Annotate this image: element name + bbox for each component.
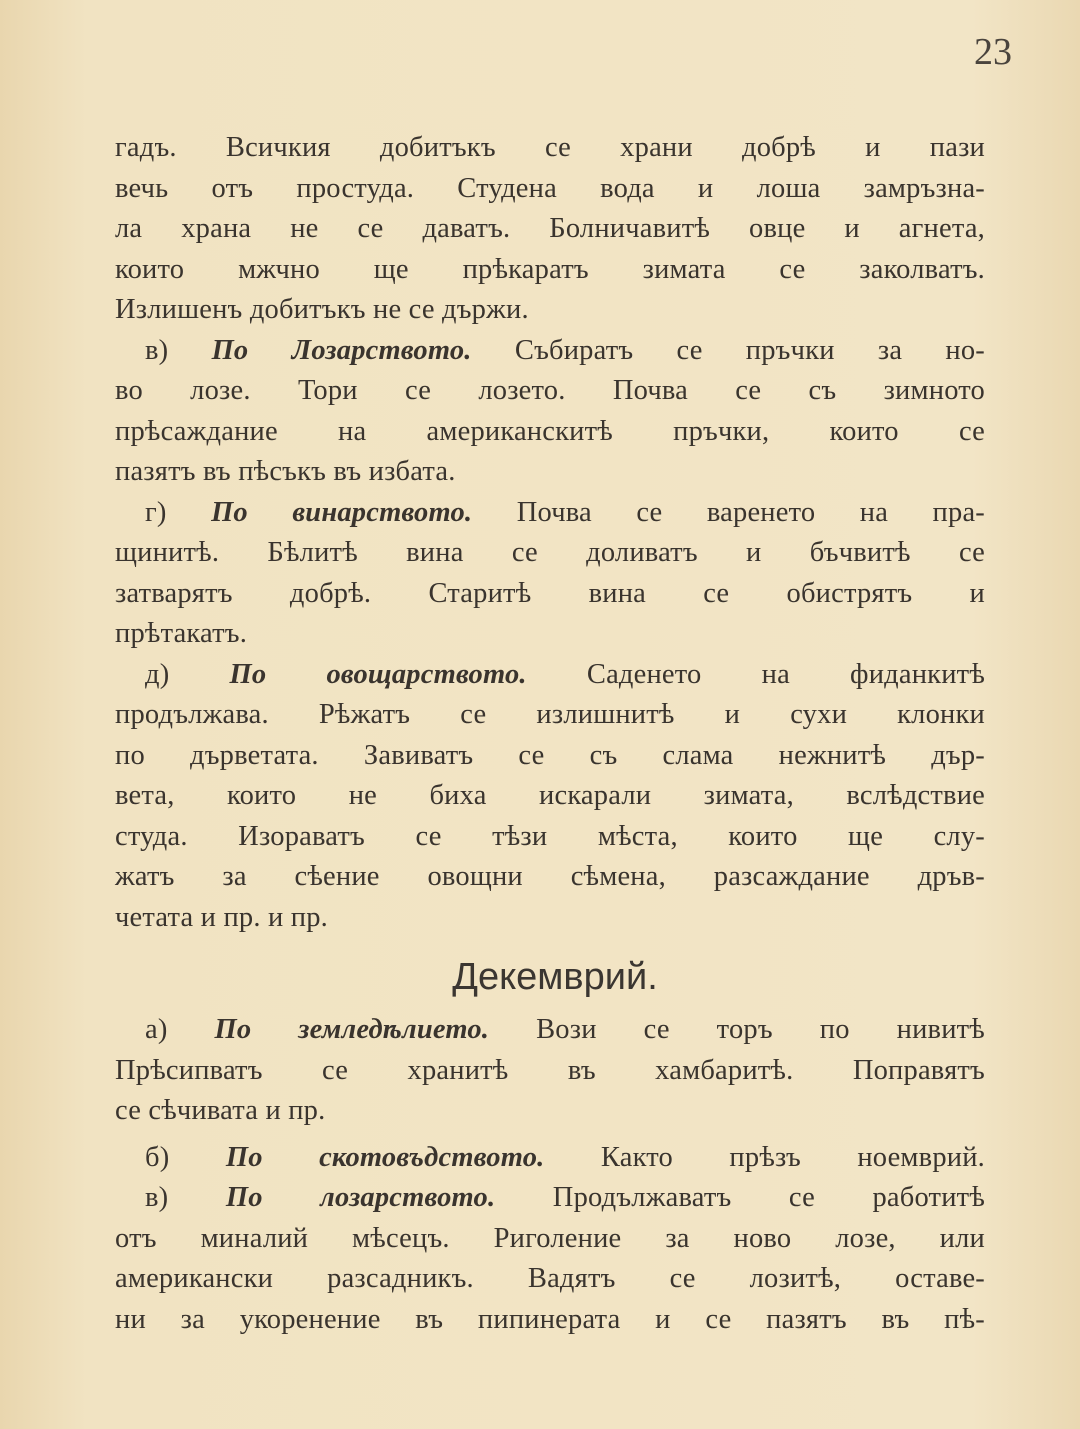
line-text: Събиратъ се пръчки за но- — [471, 334, 985, 366]
text-line — [115, 857, 985, 898]
line-content — [115, 780, 985, 811]
line-content — [115, 375, 985, 406]
text-line — [115, 1300, 985, 1341]
line-text: се сѣчивата и пр. — [115, 1095, 326, 1126]
line-text: Излишенъ добитъкъ не се държи. — [115, 294, 529, 325]
line-content — [115, 1223, 985, 1254]
line-text: вета, които не биха искарали зимата, вслѣдствие — [115, 780, 985, 811]
line-text: Прѣсипватъ се хранитѣ въ хамбаритѣ. Поправятъ — [115, 1054, 985, 1086]
line-content — [115, 254, 985, 285]
line-text: Продължаватъ се работитѣ — [495, 1182, 985, 1213]
line-content — [145, 659, 985, 690]
line-content — [145, 1182, 985, 1213]
line-content — [145, 335, 985, 366]
text-line — [115, 817, 985, 858]
line-text: вечь отъ простуда. Студена вода и лоша замръзна- — [115, 172, 985, 204]
subsection-title: По земледѣлието. — [214, 1014, 490, 1045]
line-content — [115, 1304, 985, 1335]
line-content — [115, 132, 985, 163]
list-marker: в) — [145, 334, 212, 366]
text-line — [115, 452, 985, 493]
text-line — [115, 331, 985, 372]
december-section-text — [115, 1010, 985, 1340]
line-content — [115, 740, 985, 771]
line-text: затварятъ добрѣ. Старитѣ вина се обистрятъ и — [115, 577, 985, 609]
text-line — [115, 1051, 985, 1092]
line-content — [115, 1095, 325, 1126]
line-text: прѣтакатъ. — [115, 618, 248, 649]
text-line — [115, 412, 985, 453]
subsection-title: По лозарството. — [225, 1182, 496, 1213]
line-text: отъ миналий мѣсецъ. Риголение за ново лозе, или — [115, 1222, 985, 1254]
text-line — [115, 776, 985, 817]
line-text: четата и пр. и пр. — [115, 901, 329, 933]
line-content — [115, 1263, 985, 1294]
text-line — [115, 533, 985, 574]
line-content — [115, 456, 456, 487]
text-line — [115, 1259, 985, 1300]
text-line — [115, 493, 985, 534]
text-line — [115, 1010, 985, 1051]
subsection-title: По овощарството. — [229, 658, 527, 690]
line-content — [115, 618, 247, 649]
line-text: американски разсадникъ. Вадятъ се лозитѣ, оставе- — [115, 1263, 985, 1294]
line-text: гадъ. Всичкия добитъкъ се храни добрѣ и пази — [115, 132, 985, 163]
line-text: Както прѣзъ ноемврий. — [544, 1141, 985, 1173]
line-text: по дърветата. Завиватъ се съ слама нежнитѣ дър- — [115, 739, 985, 771]
line-content — [115, 537, 985, 568]
list-marker: б) — [145, 1141, 226, 1173]
line-text: ла храна не се даватъ. Болничавитѣ овце и агнета, — [115, 213, 985, 244]
text-line — [115, 209, 985, 250]
line-text: Вози се торъ по нивитѣ — [489, 1014, 985, 1045]
line-text: които мжчно ще прѣкаратъ зимата се заколватъ. — [115, 253, 985, 285]
text-line — [115, 898, 985, 939]
line-text: Почва се варенето на пра- — [472, 496, 985, 528]
text-line — [115, 655, 985, 696]
line-content — [145, 1142, 985, 1173]
list-marker: а) — [145, 1014, 215, 1045]
line-content — [115, 1055, 985, 1086]
text-line — [115, 290, 985, 331]
list-marker: д) — [145, 658, 230, 690]
subsection-title: По скотовъдството. — [225, 1141, 545, 1173]
text-line — [115, 736, 985, 777]
line-content — [115, 861, 985, 892]
line-text: Саденето на фиданкитѣ — [526, 658, 985, 690]
text-line — [115, 695, 985, 736]
line-content — [115, 578, 985, 609]
text-line — [115, 574, 985, 615]
subsection-title: По винарството. — [211, 496, 473, 528]
line-content — [115, 821, 985, 852]
line-content — [115, 902, 328, 933]
text-line — [115, 169, 985, 210]
line-content — [145, 497, 985, 528]
line-text: ни за укоренение въ пипинерата и се пазятъ въ пѣ- — [115, 1303, 985, 1335]
line-content — [115, 294, 529, 325]
subsection-title: По Лозарството. — [211, 334, 472, 366]
text-line — [115, 250, 985, 291]
line-text: продължава. Рѣжатъ се излишнитѣ и сухи клонки — [115, 699, 985, 730]
line-text: во лозе. Тори се лозето. Почва се съ зимното — [115, 375, 985, 406]
text-line — [115, 1219, 985, 1260]
page-number: 23 — [974, 31, 1012, 73]
line-content — [115, 699, 985, 730]
november-section-text — [115, 128, 985, 938]
text-line — [115, 614, 985, 655]
text-line — [115, 128, 985, 169]
line-content — [145, 1014, 985, 1045]
line-content — [115, 173, 985, 204]
line-content — [115, 416, 985, 447]
list-marker: в) — [145, 1182, 226, 1213]
line-text: прѣсаждание на американскитѣ пръчки, които се — [115, 415, 985, 447]
line-text: жатъ за сѣение овощни сѣмена, разсаждание дръв- — [115, 861, 985, 892]
line-text: пазятъ въ пѣсъкъ въ избата. — [115, 456, 456, 487]
page-text — [115, 128, 985, 1340]
text-line — [115, 1178, 985, 1219]
list-marker: г) — [145, 496, 212, 528]
text-line — [115, 371, 985, 412]
line-content — [115, 213, 985, 244]
text-line — [115, 1138, 985, 1179]
section-heading-december: Декемврий. — [452, 956, 658, 998]
text-line — [115, 1091, 985, 1132]
line-text: студа. Изораватъ се тѣзи мѣста, които ще слу- — [115, 820, 985, 852]
line-text: щинитѣ. Бѣлитѣ вина се доливатъ и бъчвитѣ се — [115, 537, 985, 568]
